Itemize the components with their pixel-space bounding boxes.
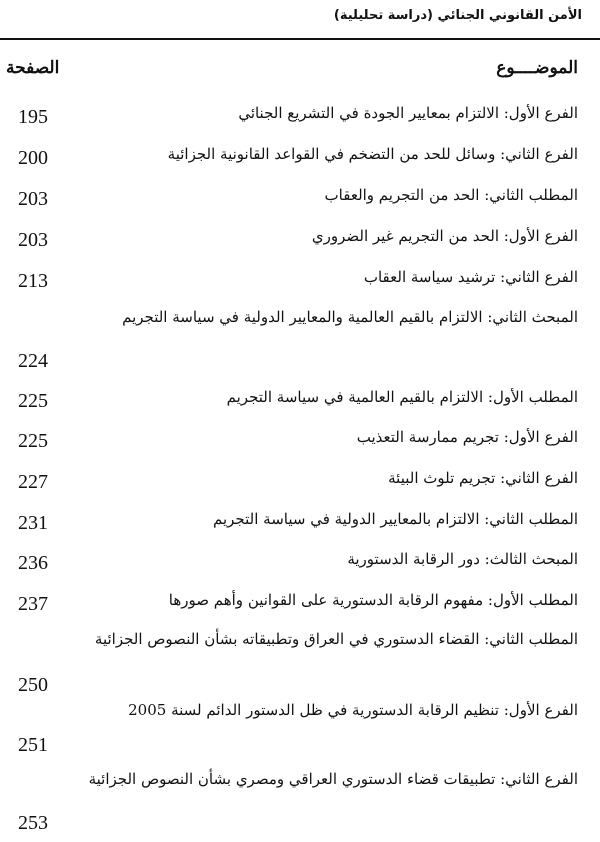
- toc-entry-title: المبحث الثالث: دور الرقابة الدستورية: [347, 550, 578, 568]
- running-header: الأمن القانوني الجنائي (دراسة تحليلية): [333, 8, 582, 23]
- toc-entry-page: 224: [18, 350, 48, 372]
- toc-entry-page: 225: [18, 430, 48, 452]
- toc-entry-title: الفرع الثاني: تطبيقات قضاء الدستوري العراقي ومصري بشأن النصوص الجزائية: [88, 770, 578, 788]
- header-rule: [0, 38, 600, 40]
- toc-entry-page: 250: [18, 674, 48, 696]
- toc-entry-page: 251: [18, 734, 48, 756]
- toc-entry-title: المبحث الثاني: الالتزام بالقيم العالمية والمعايير الدولية في سياسة التجريم: [122, 308, 578, 326]
- toc-entry-page: 227: [18, 471, 48, 493]
- toc-entry-page: 253: [18, 812, 48, 834]
- toc-entry-title: الفرع الثاني: تجريم تلوث البيئة: [388, 469, 578, 487]
- toc-entry-page: 213: [18, 270, 48, 292]
- toc-entry-page: 200: [18, 147, 48, 169]
- toc-entry-title: المطلب الثاني: الحد من التجريم والعقاب: [324, 186, 578, 204]
- toc-entry-page: 195: [18, 106, 48, 128]
- toc-entry-page: 225: [18, 390, 48, 412]
- toc-entry-page: 203: [18, 188, 48, 210]
- toc-entry-title: المطلب الثاني: الالتزام بالمعايير الدولية في سياسة التجريم: [213, 510, 578, 528]
- toc-entry-title: المطلب الثاني: القضاء الدستوري في العراق وتطبيقاته بشأن النصوص الجزائية: [94, 630, 578, 648]
- column-heading-topic: الموضــــوع: [496, 58, 578, 78]
- toc-entry-title: الفرع الأول: تنظيم الرقابة الدستورية في ظل الدستور الدائم لسنة 2005: [128, 701, 578, 719]
- toc-entry-title: الفرع الأول: تجريم ممارسة التعذيب: [356, 428, 578, 446]
- toc-entry-title: الفرع الأول: الحد من التجريم غير الضروري: [311, 227, 578, 245]
- column-heading-page: الصفحة: [6, 58, 60, 78]
- toc-entry-title: المطلب الأول: مفهوم الرقابة الدستورية على القوانين وأهم صورها: [168, 591, 578, 609]
- toc-entry-page: 203: [18, 229, 48, 251]
- toc-entry-page: 231: [18, 512, 48, 534]
- toc-entry-title: المطلب الأول: الالتزام بالقيم العالمية في سياسة التجريم: [226, 388, 578, 406]
- toc-entry-title: الفرع الأول: الالتزام بمعايير الجودة في التشريع الجنائي: [238, 104, 578, 122]
- toc-entry-page: 237: [18, 593, 48, 615]
- toc-entry-title: الفرع الثاني: وسائل للحد من التضخم في القواعد القانونية الجزائية: [167, 145, 578, 163]
- toc-entry-title: الفرع الثاني: ترشيد سياسة العقاب: [363, 268, 578, 286]
- toc-entry-page: 236: [18, 552, 48, 574]
